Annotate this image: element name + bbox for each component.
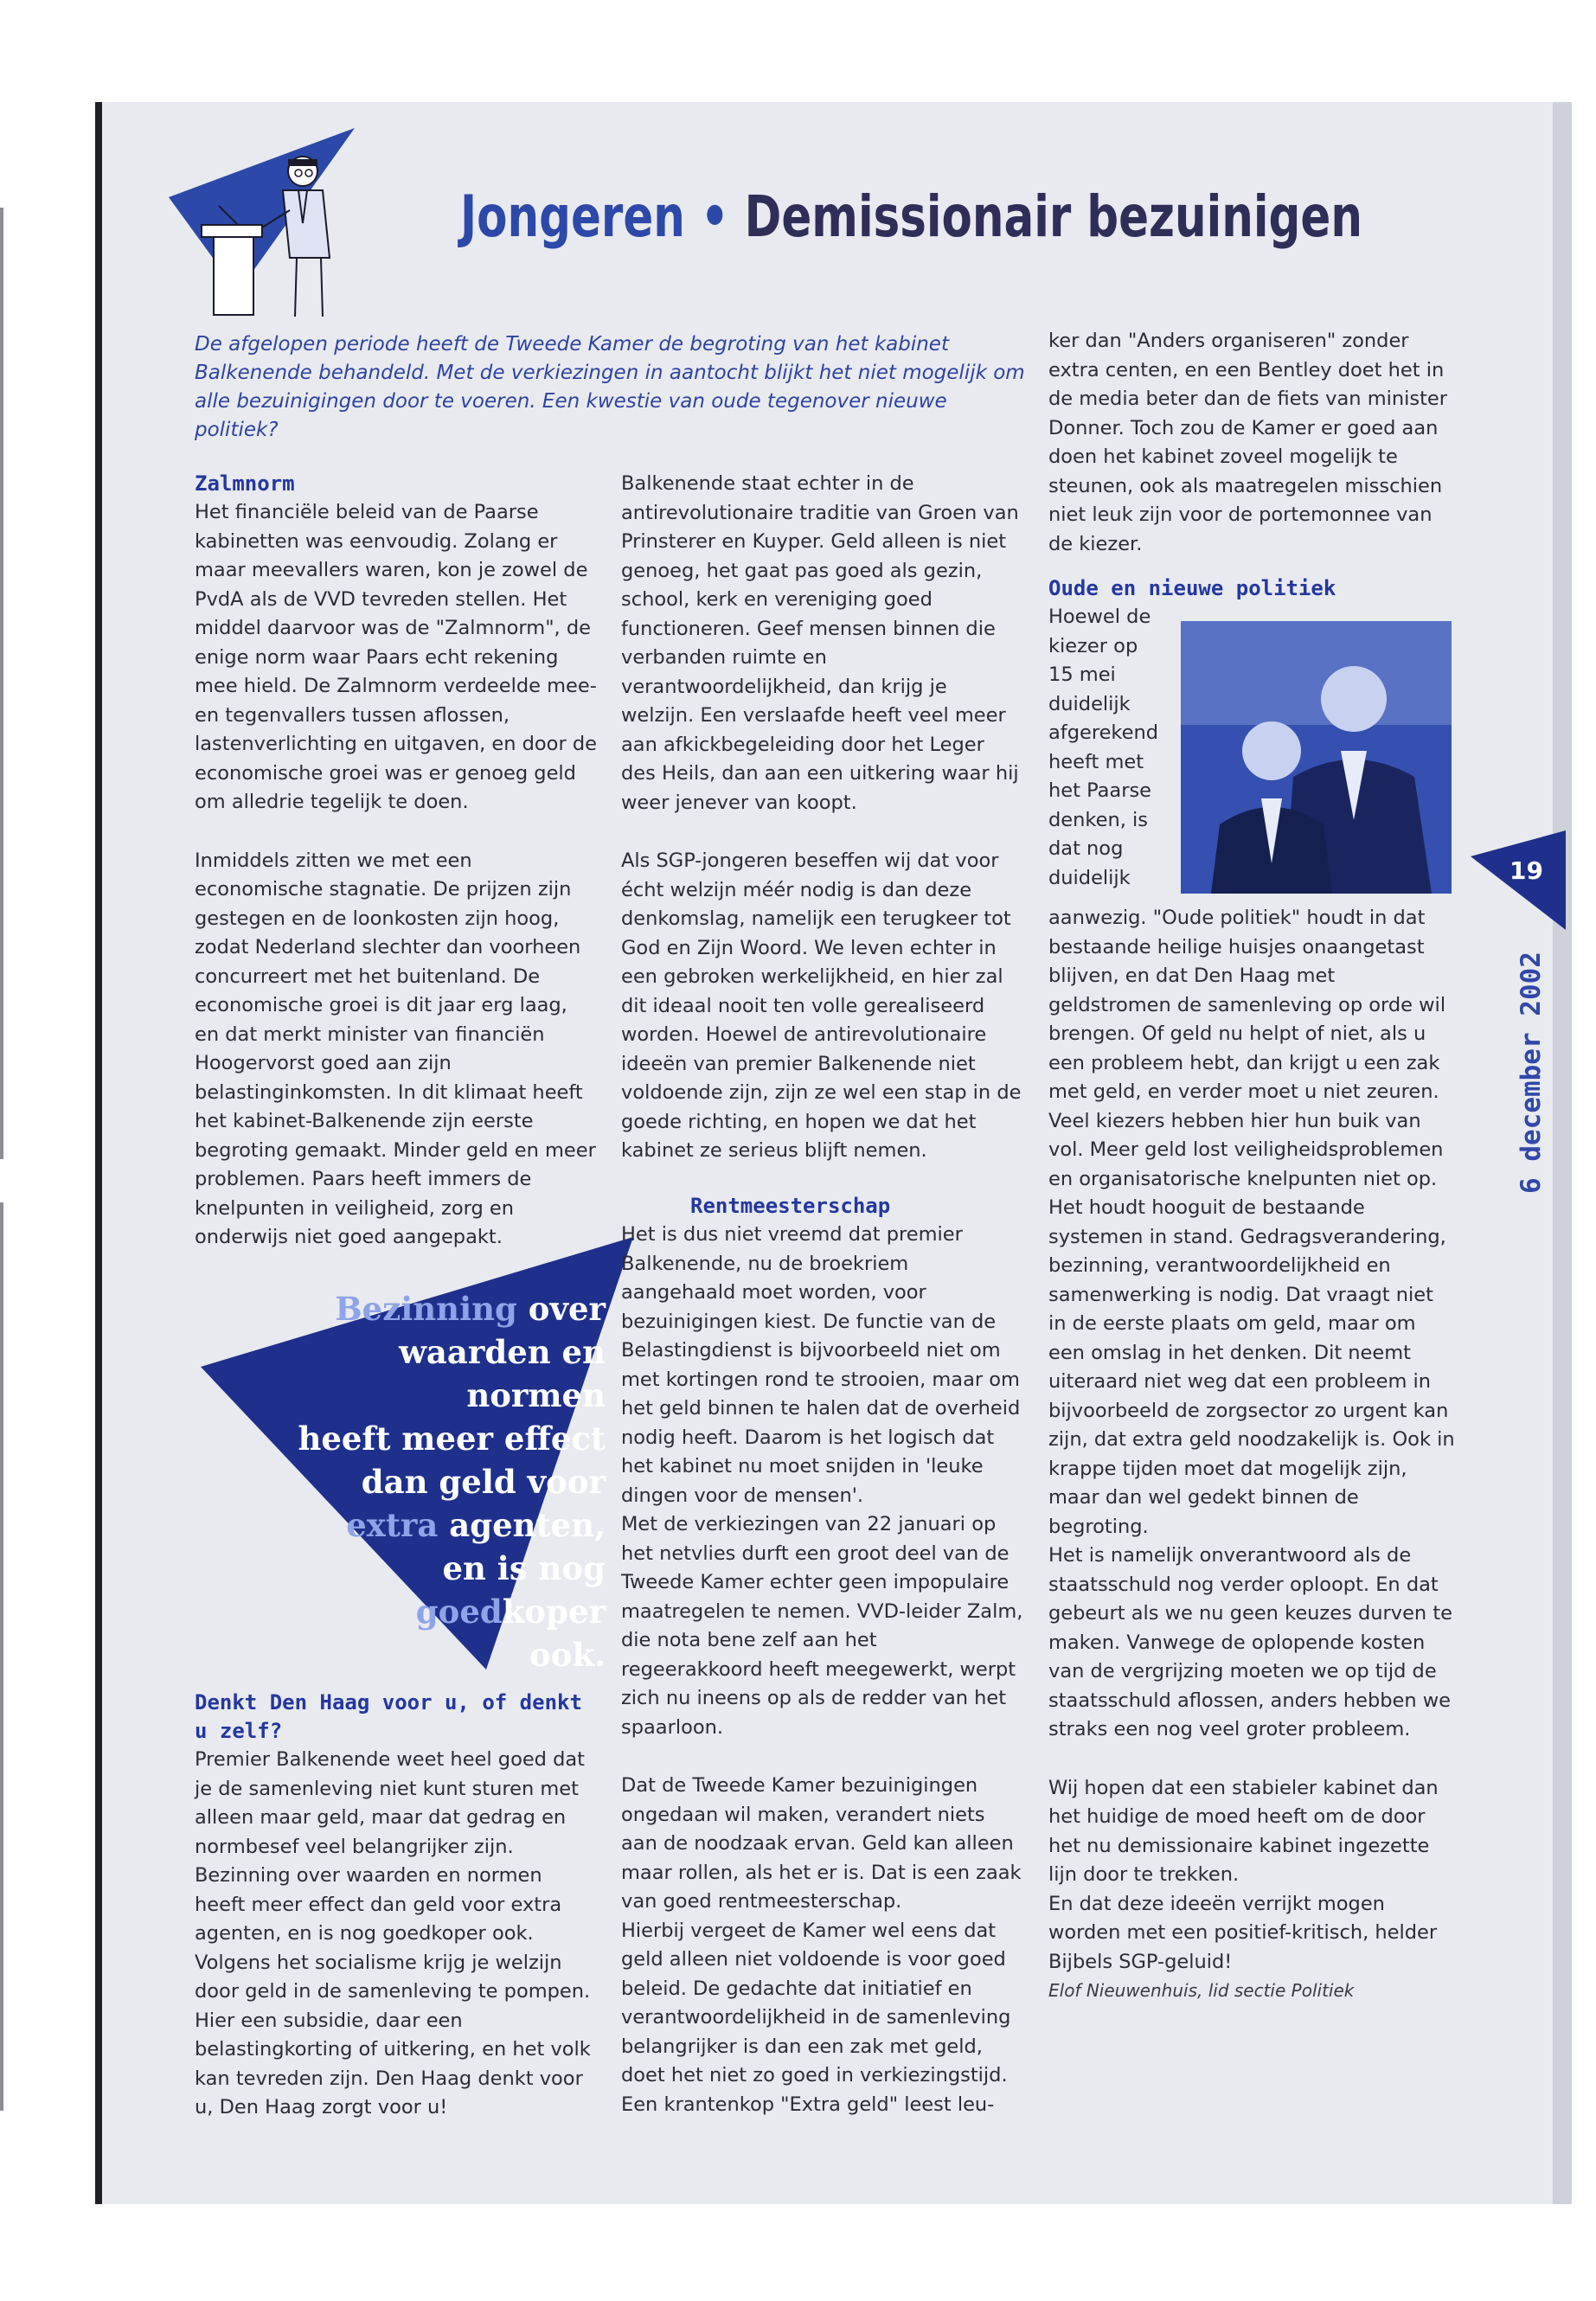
page-title: Jongeren • Demissionair bezuinigen — [460, 183, 1362, 250]
paragraph: Balkenende staat echter in de antirevolutionaire traditie van Groen van Prinsterer en Kuyper. Geld alleen is niet genoeg, het gaat pas goed als gezin, school, kerk en vereniging goed functioneren. Geef mensen binnen die verbanden ruimte en verantwoordelijkheid, dan krijg je welzijn. Een verslaafde heeft veel meer aan afkickbegeleiding door het Leger des Heils, dan aan een uitkering waar hij weer jenever van koopt. — [621, 472, 1019, 814]
author-byline: Elof Nieuwenhuis, lid sectie Politiek — [1048, 1980, 1355, 2001]
paragraph: Als SGP-jongeren beseffen wij dat voor écht welzijn méér nodig is dan deze denkomslag, namelijk een terugkeer tot God en Zijn Woord. We leven echter in een gebroken werkelijkheid, en hier zal dit ideaal nooit ten volle gerealiseerd worden. Hoewel de antirevolutionaire ideeën van premier Balkenende niet voldoende zijn, zijn ze wel een stap in de goede richting, en hopen we dat het kabinet ze serieus blijft nemen. — [621, 849, 1022, 1162]
page-right-edge — [1553, 102, 1572, 2204]
paragraph: Het is dus niet vreemd dat premier Balkenende, nu de broekriem aangehaald moet worden, voor bezuinigingen kiest. De functie van de Belastingdienst is bijvoorbeeld niet om met kortingen rond te strooien, maar om het geld binnen te halen dat de overheid nodig heeft. Daarom is het logisch dat het kabinet nu moet snijden in 'leuke dingen voor de mensen'. — [621, 1223, 1021, 1507]
paragraph: Dat de Tweede Kamer bezuinigingen ongedaan wil maken, verandert niets aan de noodzaak ervan. Geld kan alleen maar rollen, als het er is. Dat is een zaak van goed rentmeesterschap. — [621, 1774, 1022, 1913]
paragraph: Inmiddels zitten we met een economische stagnatie. De prijzen zijn gestegen en de loonkosten zijn hoog, zodat Nederland slechter dan voorheen concurreert met het buitenland. De economische groei is dit jaar erg laag, en dat merkt minister van financiën Hoogervorst goed aan zijn belastinginkomsten. In dit klimaat heeft het kabinet-Balkenende zijn eerste begroting gemaakt. Minder geld en meer problemen. Paars heeft immers de knelpunten in veiligheid, zorg en onderwijs niet goed aangepakt. — [195, 849, 596, 1248]
speaker-illustration — [169, 128, 368, 327]
pull-quote: Bezinning over waarden en normen heeft meer effect dan geld voor extra agenten, en is nog goedkoper ook. — [298, 1290, 606, 1674]
paragraph: Het is namelijk onverantwoord als de staatsschuld nog verder oploopt. En dat gebeurt als we nu geen keuzes durven te maken. Vanwege de oplopende kosten van de vergrijzing moeten we op tijd de staatsschuld aflossen, anders hebben we straks een nog veel groter probleem. — [1048, 1544, 1452, 1740]
issue-date: 6 december 2002 — [1516, 952, 1547, 1194]
paragraph: En dat deze ideeën verrijkt mogen worden met een positief-kritisch, helder Bijbels SGP-geluid! — [1048, 1892, 1438, 1973]
paragraph: Het financiële beleid van de Paarse kabinetten was eenvoudig. Zolang er maar meevallers waren, kon je zowel de PvdA als de VVD tevreden stellen. Het middel daarvoor was de "Zalmnorm", de enige norm waar Paars echt rekening mee hield. De Zalmnorm verdeelde mee- en tegenvallers tussen aflossen, lastenverlichting en uitgaven, en door de economische groei was er genoeg geld om alledrie tegelijk te doen. — [195, 501, 597, 813]
politicians-photo — [1181, 621, 1452, 894]
paragraph: aanwezig. "Oude politiek" houdt in dat bestaande heilige huisjes onaangetast blijven, en dat Den Haag met geldstromen de samenleving op orde wil brengen. Of geld nu helpt of niet, als u een probleem hebt, dan krijgt u een zak met geld, en verder moet u niet zeuren. — [1048, 907, 1446, 1103]
column-3-lower — [1048, 904, 1455, 2006]
paragraph: Hoewel de kiezer op 15 mei duidelijk afgerekend heeft met het Paarse denken, is dat nog duidelijk — [1048, 606, 1159, 889]
column-1-lower — [195, 1689, 597, 2123]
paragraph: Hierbij vergeet de Kamer wel eens dat geld alleen niet voldoende is voor goed beleid. De gedachte dat initiatief en verantwoordelijkheid in de samenleving belangrijker is dan een zak met geld, doet het niet zo goed in verkiezingstijd. Een krantenkop "Extra geld" leest leu- — [621, 1919, 1011, 2116]
paragraph: ker dan "Anders organiseren" zonder extra centen, en een Bentley doet het in de media beter dan de fiets van minister Donner. Toch zou de Kamer er goed aan doen het kabinet zoveel mogelijk te steunen, ook als maatregelen misschien niet leuk zijn voor de portemonnee van de kiezer. — [1048, 330, 1448, 555]
section-heading: Zalmnorm — [195, 471, 295, 496]
column-1 — [195, 470, 597, 1253]
paragraph: Met de verkiezingen van 22 januari op het netvlies durft een groot deel van de Tweede Kamer echter geen impopulaire maatregelen te nemen. VVD-leider Zalm, die nota bene zelf aan het regeerakkoord heeft meegewerkt, werpt zich nu ineens op als de redder van het spaarloon. — [621, 1513, 1023, 1739]
section-heading: Denkt Den Haag voor u, of denkt u zelf? — [195, 1690, 582, 1743]
section-heading: Oude en nieuwe politiek — [1048, 576, 1336, 600]
left-margin-line — [0, 1202, 3, 2111]
intro-lead: De afgelopen periode heeft de Tweede Kamer de begroting van het kabinet Balkenende behandeld. Met de verkiezingen in aantocht blijkt het niet mogelijk om alle bezuinigingen door te voeren. Een kwestie van oude tegenover nieuwe politiek? — [195, 333, 1025, 441]
paragraph: Premier Balkenende weet heel goed dat je de samenleving niet kunt sturen met alleen maar geld, maar dat gedrag en normbesef veel belangrijker zijn. Bezinning over waarden en normen heeft meer effect dan geld voor extra agenten, en is nog goedkoper ook. — [195, 1748, 585, 1945]
page-number: 19 — [1509, 856, 1543, 885]
column-2-lower — [621, 1192, 1024, 2119]
column-2 — [621, 470, 1024, 1166]
page-binding-edge — [95, 102, 102, 2204]
paragraph: Wij hopen dat een stabieler kabinet dan het huidige de moed heeft om de door het nu demissionaire kabinet ingezette lijn door te trekken. — [1048, 1776, 1439, 1886]
paragraph: Volgens het socialisme krijg je welzijn door geld in de samenleving te pompen. Hier een subsidie, daar een belastingkorting of uitkering, en het volk kan tevreden zijn. Den Haag denkt voor u, Den Haag zorgt voor u! — [195, 1951, 591, 2118]
section-heading: Rentmeesterschap — [690, 1194, 891, 1218]
paragraph: Veel kiezers hebben hier hun buik van vol. Meer geld lost veiligheidsproblemen en organisatorische knelpunten niet op. Het houdt hooguit de bestaande systemen in stand. Gedragsverandering, bezinning, verantwoordelijkheid en samenwerking is nodig. Dat vraagt niet in de eerste plaats om geld, maar om een omslag in het denken. Dit neemt uiteraard niet weg dat een probleem in bijvoorbeeld de zorgsector zo urgent kan zijn, dat extra geld noodzakelijk is. Ook in krappe tijden moet dat mogelijk zijn, maar dan wel gedekt binnen de begroting. — [1048, 1109, 1455, 1538]
left-margin-line — [0, 208, 3, 1159]
